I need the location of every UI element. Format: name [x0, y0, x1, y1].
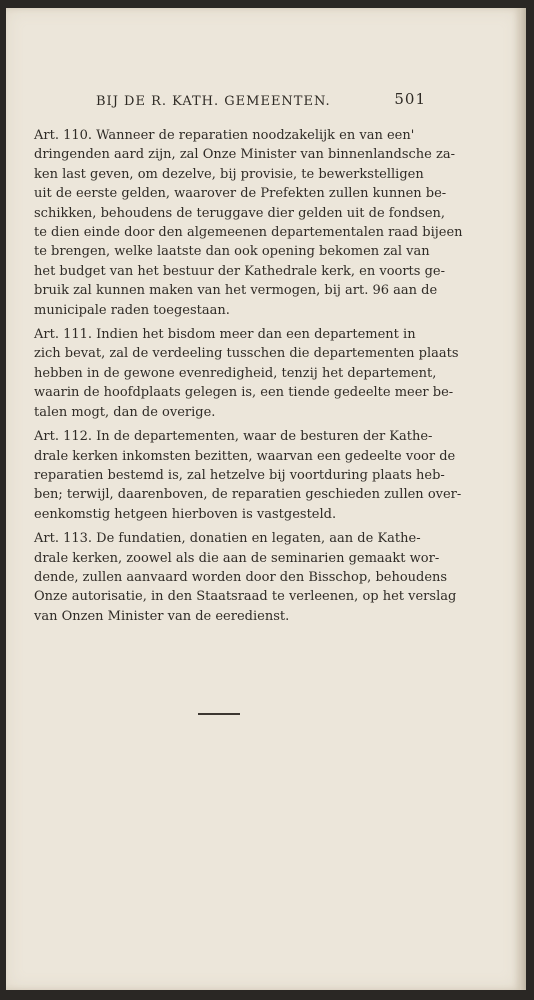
running-head-title: BIJ DE R. KATH. GEMEENTEN. — [96, 94, 331, 109]
text-line: dringenden aard zijn, zal Onze Minister van binnenlandsche za- — [34, 147, 455, 163]
paragraph-art-111 — [34, 325, 459, 422]
text-line: drale kerken, zoowel als die aan de seminarien gemaakt wor- — [34, 550, 440, 566]
text-line: ken last geven, om dezelve, bij provisie, te bewerkstelligen — [34, 166, 424, 182]
body-text — [34, 126, 463, 631]
text-line: Art. 113. De fundatien, donatien en legaten, aan de Kathe- — [34, 531, 421, 547]
paragraph-art-110 — [34, 126, 463, 320]
text-line: het budget van het bestuur der Kathedrale kerk, en voorts ge- — [34, 263, 445, 279]
running-head — [96, 90, 426, 112]
text-line: municipale raden toegestaan. — [34, 302, 230, 318]
text-line: reparatien bestemd is, zal hetzelve bij voortduring plaats heb- — [34, 467, 445, 483]
text-line: Onze autorisatie, in den Staatsraad te verleenen, op het verslag — [34, 589, 457, 605]
text-line: schikken, behoudens de teruggave dier gelden uit de fondsen, — [34, 205, 446, 221]
text-line: te brengen, welke laatste dan ook opening bekomen zal van — [34, 244, 430, 260]
text-line: dende, zullen aanvaard worden door den Bisschop, behoudens — [34, 569, 448, 585]
text-line: eenkomstig hetgeen hierboven is vastgesteld. — [34, 506, 337, 522]
text-line: Art. 110. Wanneer de reparatien noodzakelijk en van een' — [34, 128, 415, 143]
text-line: waarin de hoofdplaats gelegen is, een tiende gedeelte meer be- — [34, 385, 454, 401]
text-line: te dien einde door den algemeenen departementalen raad bijeen — [34, 225, 463, 241]
paragraph-art-112 — [34, 427, 462, 524]
text-line: van Onzen Minister van de eeredienst. — [34, 608, 290, 624]
text-line: bruik zal kunnen maken van het vermogen, bij art. 96 aan de — [34, 283, 438, 299]
section-end-rule — [198, 713, 240, 715]
text-line: talen mogt, dan de overige. — [34, 404, 216, 420]
text-line: Art. 112. In de departementen, waar de besturen der Kathe- — [34, 429, 433, 445]
text-line: ben; terwijl, daarenboven, de reparatien geschieden zullen over- — [34, 487, 462, 503]
text-line: hebben in de gewone evenredigheid, tenzij het departement, — [34, 365, 437, 381]
text-line: Art. 111. Indien het bisdom meer dan een departement in — [34, 327, 416, 343]
page-number: 501 — [394, 90, 426, 108]
text-line: uit de eerste gelden, waarover de Prefekten zullen kunnen be- — [34, 186, 447, 202]
paragraph-art-113 — [34, 529, 457, 626]
page-edge — [520, 8, 526, 990]
text-line: drale kerken inkomsten bezitten, waarvan een gedeelte voor de — [34, 448, 456, 464]
text-line: zich bevat, zal de verdeeling tusschen die departementen plaats — [34, 346, 459, 362]
